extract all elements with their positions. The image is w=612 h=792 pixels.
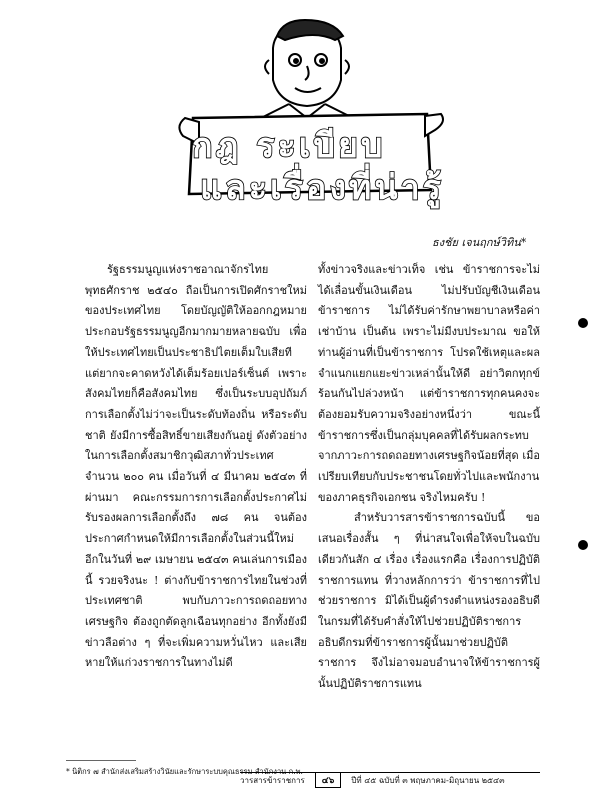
paragraph: ทั้งข่าวจริงและข่าวเท็จ เช่น ข้าราชการจะไม่ได้เลื่อนขั้นเงินเดือน ไม่ปรับบัญชีเงินเดือนข้าราชการ ไม่ได้รับค่ารักษาพยาบาลหรือค่าเช่าบ้าน เป็นต้น เพราะไม่มีงบประมาณ ขอให้ท่านผู้อ่านที่เป็นข้าราชการ โปรดใช้เหตุและผลจำแนกแยกแยะข่าวเหล่านั้นให้ดี อย่าวิตกทุกข์ร้อนกันไปล่วงหน้า แต่ข้าราชการทุกคนคงจะต้องยอมรับความจริงอย่างหนึ่งว่า ขณะนี้ข้าราชการซึ่งเป็นกลุ่มบุคคลที่ได้รับผลกระทบจากภาวะการถดถอยทางเศรษฐกิจน้อยที่สุด เมื่อเปรียบเทียบกับประชาชนโดยทั่วไปและพนักงานของภาคธุรกิจเอกชน จริงไหมครับ ! bbox=[318, 263, 540, 504]
article-title-line-2: และเรื่องที่น่ารู้ bbox=[200, 168, 444, 208]
footnote-divider bbox=[66, 760, 136, 761]
margin-bullet-icon bbox=[578, 318, 588, 328]
page-number: ๔๖ bbox=[315, 772, 342, 788]
footnote: * นิติกร ๗ สำนักส่งเสริมสร้างวินัยและรักษาระบบคุณธรรม สำนักงาน ก.พ. bbox=[66, 767, 303, 776]
journal-name: วารสารข้าราชการ bbox=[240, 775, 305, 785]
issue-info: ปีที่ ๔๕ ฉบับที่ ๓ พฤษภาคม-มิถุนายน ๒๕๔๓ bbox=[351, 775, 505, 785]
author-byline: ธงชัย เจนฤกษ์วิทิน* bbox=[432, 236, 527, 249]
paragraph: สำหรับวารสารข้าราชการฉบับนี้ ขอเสนอเรื่องสั้น ๆ ที่น่าสนใจเพื่อให้จบในฉบับเดียวกันสัก ๔ เรื่อง เรื่องแรกคือ เรื่องการปฏิบัติราชการแทน ที่วางหลักการว่า ข้าราชการที่ไปช่วยราชการ มิได้เป็นผู้ดำรงตำแหน่งรองอธิบดีในกรมที่ได้รับคำสั่งให้ไปช่วยปฏิบัติราชการ อธิบดีกรมที่ข้าราชการผู้นั้นมาช่วยปฏิบัติราชการ จึงไม่อาจมอบอำนาจให้ข้าราชการผู้นั้นปฏิบัติราชการแทน bbox=[318, 511, 540, 691]
page-footer bbox=[240, 772, 540, 787]
margin-bullet-icon bbox=[578, 540, 588, 550]
paragraph: รัฐธรรมนูญแห่งราชอาณาจักรไทย พุทธศักราช ๒๕๔๐ ถือเป็นการเปิดศักราชใหม่ของประเทศไทย โดยบัญญัติให้ออกกฎหมายประกอบรัฐธรรมนูญอีกมากมายหลายฉบับ เพื่อให้ประเทศไทยเป็นประชาธิปไตยเต็มใบเสียที แต่ยากจะคาดหวังได้เต็มร้อยเปอร์เซ็นต์ เพราะสังคมไทยก็คือสังคมไทย ซึ่งเป็นระบบอุปถัมภ์ การเลือกตั้งไม่ว่าจะเป็นระดับท้องถิ่น หรือระดับชาติ ยังมีการซื้อสิทธิ์ขายเสียงกันอยู่ ดังตัวอย่างในการเลือกตั้งสมาชิกวุฒิสภาทั่วประเทศ จำนวน ๒๐๐ คน เมื่อวันที่ ๔ มีนาคม ๒๕๔๓ ที่ผ่านมา คณะกรรมการการเลือกตั้งประกาศไม่รับรองผลการเลือกตั้งถึง ๗๘ คน จนต้องประกาศกำหนดให้มีการเลือกตั้งในส่วนนี้ใหม่อีกในวันที่ ๒๙ เมษายน ๒๕๔๓ คนเล่นการเมืองนี้ รวยจริงนะ ! ต่างกับข้าราชการไทยในช่วงที่ประเทศชาติ พบกับภาวะการถดถอยทางเศรษฐกิจ ต้องถูกตัดลูกเฉือนทุกอย่าง อีกทั้งยังมีข่าวลือต่าง ๆ ที่จะเพิ่มความหวั่นไหว และเสียหายให้แก่วงราชการในทางไม่ดี bbox=[85, 263, 307, 670]
article-left-column bbox=[85, 260, 307, 674]
article-title-line-1: กฎ ระเบียบ bbox=[192, 126, 386, 166]
article-right-column bbox=[318, 260, 540, 695]
